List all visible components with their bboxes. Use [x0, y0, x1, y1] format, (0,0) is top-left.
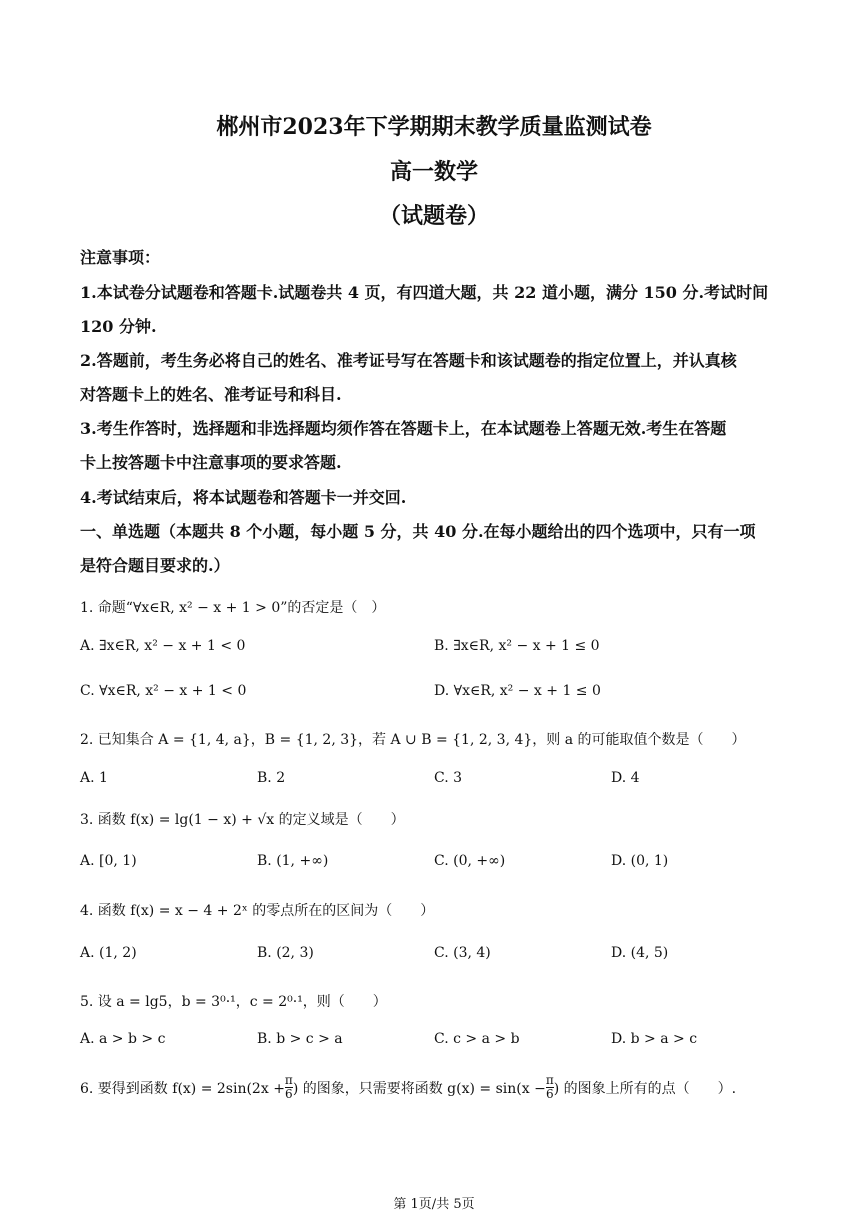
- fraction: [285, 1074, 293, 1101]
- option-d: D. 4: [611, 770, 640, 786]
- option-a: A. (1, 2): [80, 945, 137, 961]
- option-c: C. c > a > b: [434, 1031, 520, 1047]
- fraction-numerator: π: [545, 1073, 554, 1087]
- fraction-denominator: 6: [545, 1087, 554, 1101]
- option-c: C. (3, 4): [434, 945, 491, 961]
- notice-line: 4.考试结束后，将本试题卷和答题卡一并交回.: [80, 488, 407, 507]
- notice-line: 对答题卡上的姓名、准考证号和科目.: [80, 385, 342, 404]
- section-heading: 一、单选题（本题共 8 个小题，每小题 5 分，共 40 分.在每小题给出的四个选项中，只有一项: [80, 522, 756, 541]
- option-b: B. ∃x∈R, x² − x + 1 ≤ 0: [434, 638, 600, 654]
- option-c: C. ∀x∈R, x² − x + 1 < 0: [80, 683, 247, 699]
- question-stem: 5. 设 a = lg5，b = 3⁰·¹，c = 2⁰·¹，则（ ）: [80, 994, 387, 1010]
- question-stem: [80, 1074, 736, 1101]
- option-c: C. (0, +∞): [434, 853, 506, 869]
- notice-line: 1.本试卷分试题卷和答题卡.试题卷共 4 页，有四道大题，共 22 道小题，满分 150 分.考试时间: [80, 283, 769, 302]
- option-b: B. (2, 3): [257, 945, 314, 961]
- option-a: A. 1: [80, 770, 108, 786]
- option-b: B. 2: [257, 770, 286, 786]
- notice-line: 2.答题前，考生务必将自己的姓名、准考证号写在答题卡和该试题卷的指定位置上，并认真核: [80, 351, 737, 370]
- option-d: D. b > a > c: [611, 1031, 698, 1047]
- question-stem: 4. 函数 f(x) = x − 4 + 2ˣ 的零点所在的区间为（ ）: [80, 903, 435, 919]
- page-footer: 第 1页/共 5页: [393, 1197, 475, 1212]
- notice-line: 3.考生作答时，选择题和非选择题均须作答在答题卡上，在本试题卷上答题无效.考生在答题: [80, 419, 727, 438]
- notice-line: 120 分钟.: [80, 317, 157, 336]
- section-heading: 是符合题目要求的.）: [80, 556, 230, 575]
- notice-heading: 注意事项：: [80, 248, 161, 267]
- fraction-numerator: π: [284, 1073, 293, 1087]
- question-stem: 3. 函数 f(x) = lg(1 − x) + √x 的定义域是（ ）: [80, 812, 405, 828]
- option-d: D. (0, 1): [611, 853, 669, 869]
- option-c: C. 3: [434, 770, 463, 786]
- option-d: D. (4, 5): [611, 945, 669, 961]
- option-a: A. a > b > c: [80, 1031, 166, 1047]
- stem-part: 6. 要得到函数 f(x) = 2sin(2x +: [80, 1080, 285, 1097]
- fraction: [546, 1074, 554, 1101]
- stem-part: ) 的图象上所有的点（ ）.: [553, 1080, 737, 1097]
- option-b: B. (1, +∞): [257, 853, 329, 869]
- option-a: A. ∃x∈R, x² − x + 1 < 0: [80, 638, 246, 654]
- stem-part: ) 的图象，只需要将函数 g(x) = sin(x −: [292, 1080, 546, 1097]
- subject-title: 高一数学: [389, 159, 478, 185]
- exam-title: 郴州市2023年下学期期末教学质量监测试卷: [216, 114, 652, 140]
- option-b: B. b > c > a: [257, 1031, 343, 1047]
- fraction-denominator: 6: [285, 1087, 293, 1101]
- notice-line: 卡上按答题卡中注意事项的要求答题.: [80, 453, 342, 472]
- option-d: D. ∀x∈R, x² − x + 1 ≤ 0: [434, 683, 601, 699]
- paper-type: （试题卷）: [378, 203, 489, 229]
- option-a: A. [0, 1): [80, 853, 137, 869]
- question-stem: 1. 命题“∀x∈R, x² − x + 1 > 0”的否定是（ ）: [80, 600, 386, 616]
- question-stem: 2. 已知集合 A = {1, 4, a}，B = {1, 2, 3}，若 A ∪ B = {1, 2, 3, 4}，则 a 的可能取值个数是（ ）: [80, 732, 746, 748]
